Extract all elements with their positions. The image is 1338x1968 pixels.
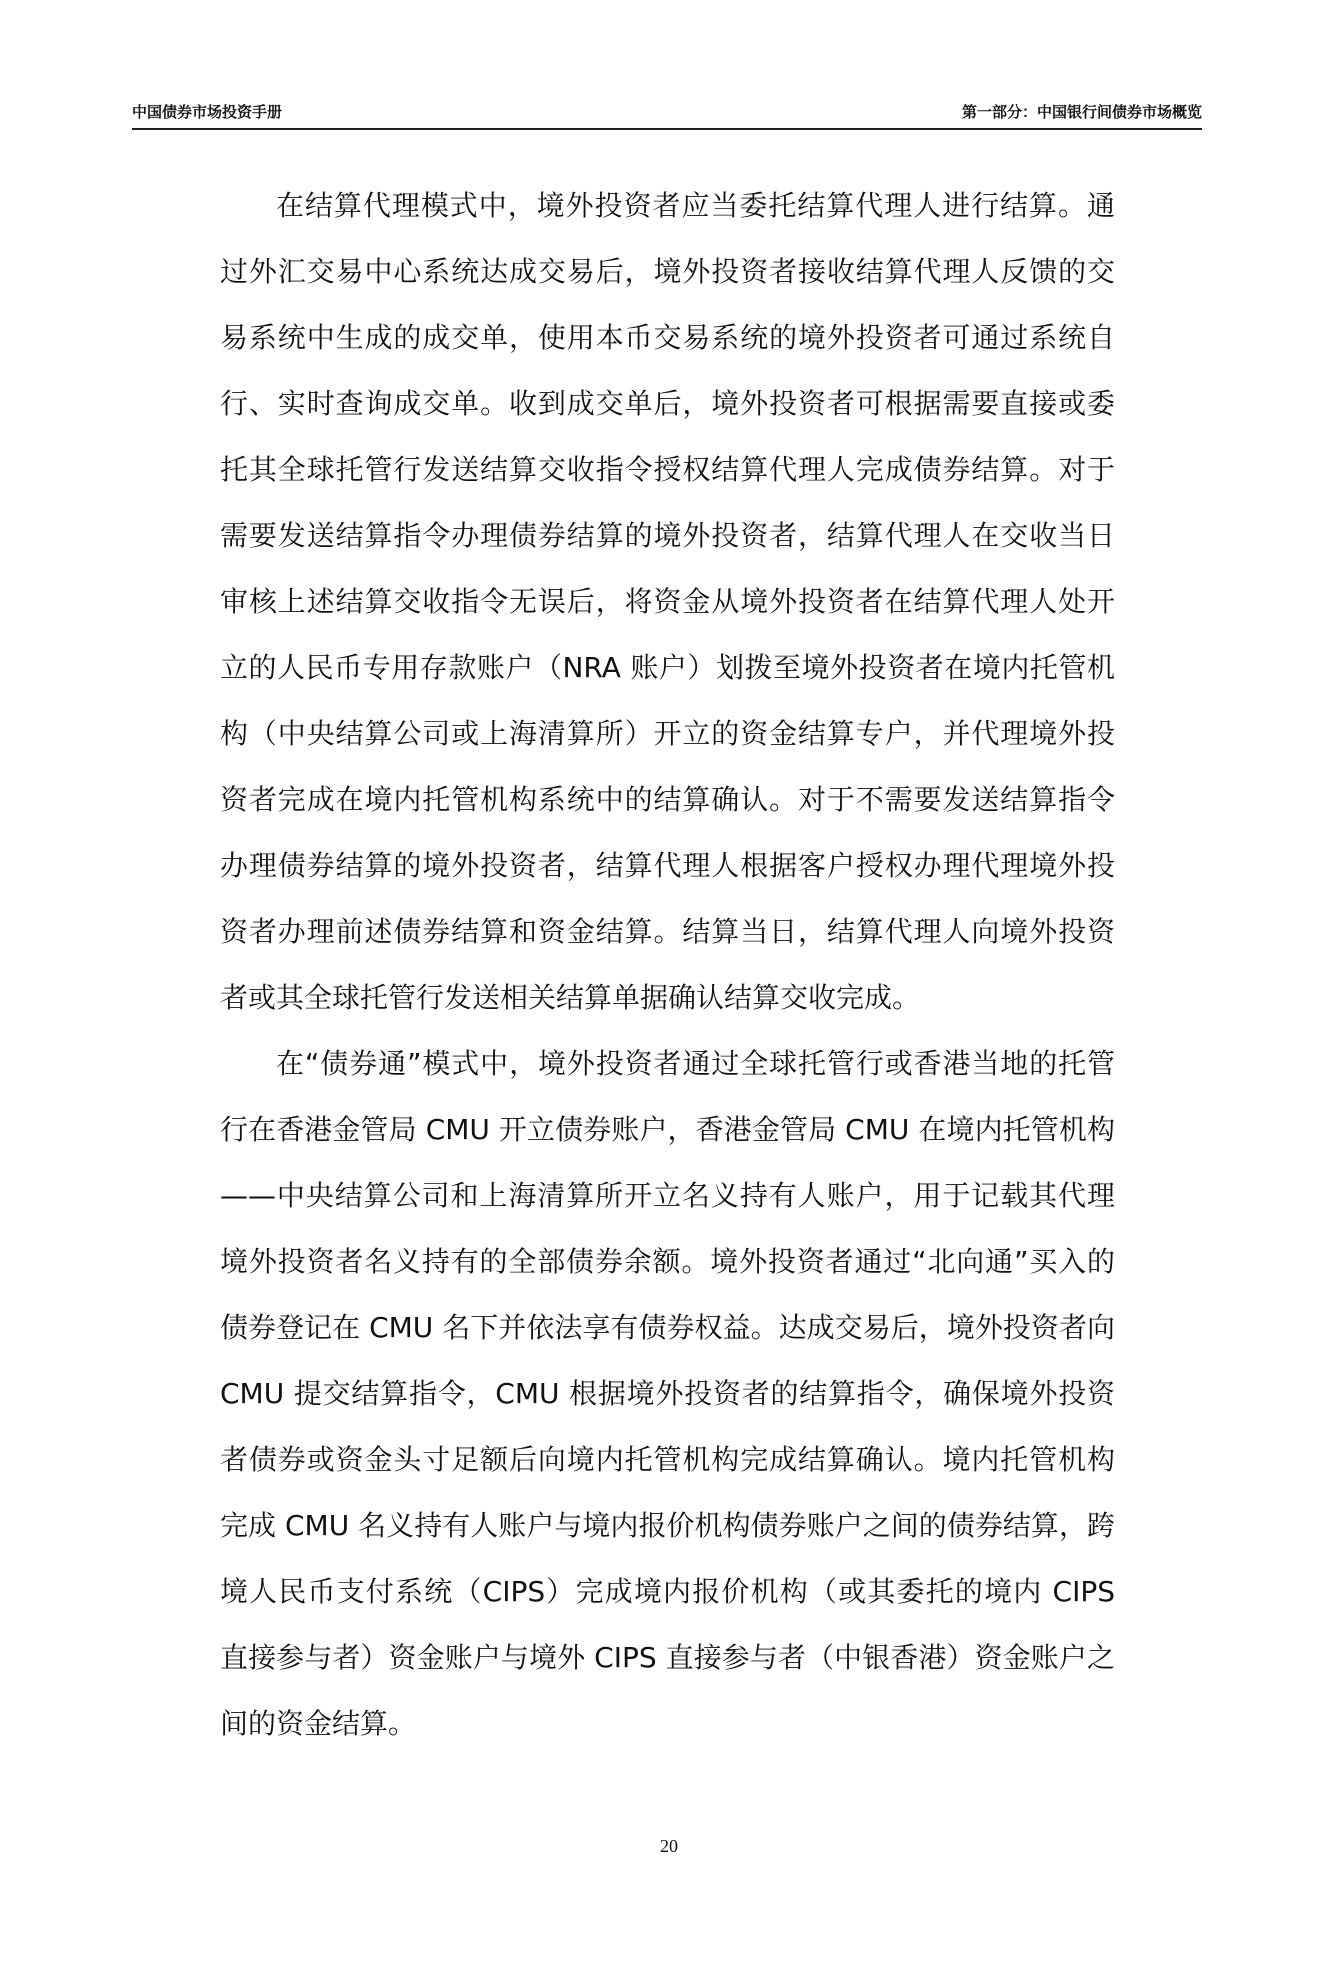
header-book-title: 中国债券市场投资手册 <box>132 103 283 121</box>
page-header <box>132 102 1202 130</box>
header-section-title: 第一部分：中国银行间债券市场概览 <box>961 103 1202 121</box>
page-number: 20 <box>660 1836 678 1856</box>
body-text <box>220 173 1115 1757</box>
paragraph-settlement-agent-mode: 在结算代理模式中，境外投资者应当委托结算代理人进行结算。通过外汇交易中心系统达成交易后，境外投资者接收结算代理人反馈的交易系统中生成的成交单，使用本币交易系统的境外投资者可通过系统自行、实时查询成交单。收到成交单后，境外投资者可根据需要直接或委托其全球托管行发送结算交收指令授权结算代理人完成债券结算。对于需要发送结算指令办理债券结算的境外投资者，结算代理人在交收当日审核上述结算交收指令无误后，将资金从境外投资者在结算代理人处开立的人民币专用存款账户（NRA 账户）划拨至境外投资者在境内托管机构（中央结算公司或上海清算所）开立的资金结算专户，并代理境外投资者完成在境内托管机构系统中的结算确认。对于不需要发送结算指令办理债券结算的境外投资者，结算代理人根据客户授权办理代理境外投资者办理前述债券结算和资金结算。结算当日，结算代理人向境外投资者或其全球托管行发送相关结算单据确认结算交收完成。 <box>220 189 1115 1014</box>
paragraph-bond-connect-mode: 在“债券通”模式中，境外投资者通过全球托管行或香港当地的托管行在香港金管局 CMU 开立债券账户，香港金管局 CMU 在境内托管机构——中央结算公司和上海清算所开立名义持有人账户，用于记载其代理境外投资者名义持有的全部债券余额。境外投资者通过“北向通”买入的债券登记在 CMU 名下并依法享有债券权益。达成交易后，境外投资者向 CMU 提交结算指令，CMU 根据境外投资者的结算指令，确保境外投资者债券或资金头寸足额后向境内托管机构完成结算确认。境内托管机构完成 CMU 名义持有人账户与境内报价机构债券账户之间的债券结算，跨境人民币支付系统（CIPS）完成境内报价机构（或其委托的境内 CIPS 直接参与者）资金账户与境外 CIPS 直接参与者（中银香港）资金账户之间的资金结算。 <box>220 1047 1115 1740</box>
